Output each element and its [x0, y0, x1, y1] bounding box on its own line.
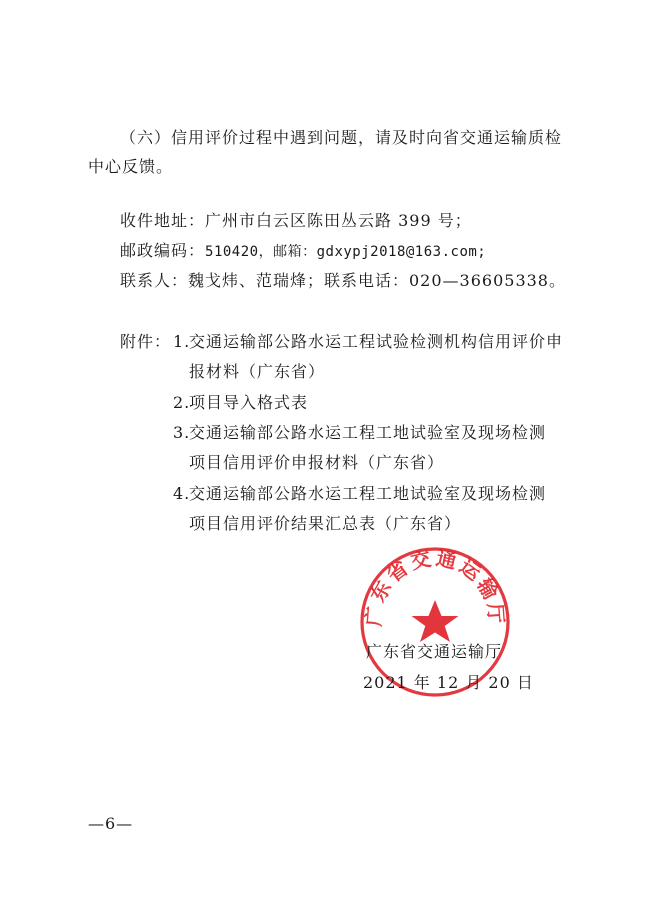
attachment-item-4-line-2: 项目信用评价结果汇总表（广东省） [189, 514, 462, 533]
contact-people: 联系人：魏戈炜、范瑞烽；联系电话：020—36605338。 [120, 271, 566, 290]
attachment-item-4-line-1: 交通运输部公路水运工程工地试验室及现场检测 [189, 484, 547, 503]
attachment-item-3-line-1: 交通运输部公路水运工程工地试验室及现场检测 [189, 423, 547, 442]
postal-code: 510420，邮箱： [205, 244, 317, 260]
attachment-item-3-line-2: 项目信用评价申报材料（广东省） [189, 453, 445, 472]
email-address: gdxypj2018@163.com; [316, 244, 487, 260]
postal-label: 邮政编码： [120, 241, 206, 260]
paragraph-6-line-1: （六）信用评价过程中遇到问题，请及时向省交通运输质检 [120, 128, 563, 147]
attachment-item-1-line-1: 交通运输部公路水运工程试验检测机构信用评价申 [189, 332, 564, 351]
attachment-item-1-number: 1. [173, 332, 191, 351]
seal-star-icon [412, 600, 459, 642]
mailing-address: 收件地址：广州市白云区陈田丛云路 399 号； [120, 211, 472, 230]
signing-date: 2021 年 12 月 20 日 [363, 673, 534, 692]
svg-text:广东省交通运输厅: 广东省交通运输厅 [361, 545, 509, 628]
attachments-label: 附件： [120, 332, 172, 351]
attachment-item-4-number: 4. [173, 484, 191, 503]
page-number: —6— [88, 814, 134, 833]
attachment-item-2-line-1: 项目导入格式表 [189, 393, 309, 412]
paragraph-6-line-2: 中心反馈。 [88, 157, 174, 176]
attachment-item-3-number: 3. [173, 423, 191, 442]
attachment-item-2-number: 2. [173, 393, 191, 412]
attachment-item-1-line-2: 报材料（广东省） [189, 362, 326, 381]
postal-and-email [120, 240, 486, 263]
signing-organization: 广东省交通运输厅 [366, 642, 503, 661]
